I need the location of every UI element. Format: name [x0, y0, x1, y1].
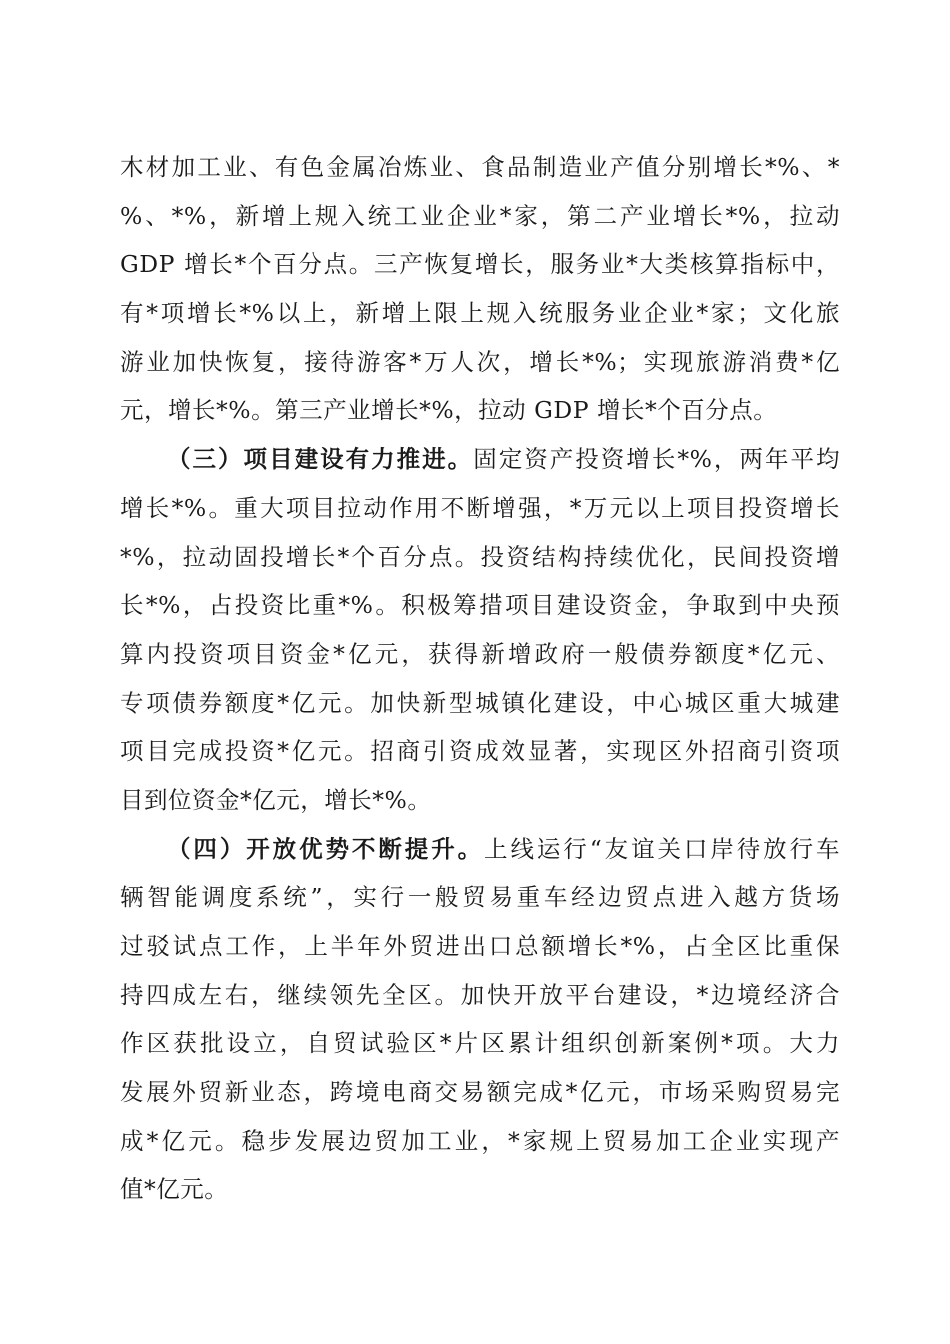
section-4-first-line	[120, 825, 840, 874]
text-line: 游业加快恢复，接待游客*万人次，增长*%；实现旅游消费*亿	[120, 347, 840, 376]
section-4-first-text: 上线运行“友谊关口岸待放行车	[484, 834, 840, 863]
text-line: GDP 增长*个百分点。三产恢复增长，服务业*大类核算指标中，	[120, 250, 840, 279]
text-line: 过驳试点工作，上半年外贸进出口总额增长*%，占全区比重保	[120, 932, 840, 960]
text-line: 增长*%。重大项目拉动作用不断增强，*万元以上项目投资增长	[120, 493, 840, 522]
text-line: 有*项增长*%以上，新增上限上规入统服务业企业*家；文化旅	[120, 299, 840, 328]
text-line: %、*%，新增上规入统工业企业*家，第二产业增长*%，拉动	[120, 201, 840, 230]
text-line: 元，增长*%。第三产业增长*%，拉动 GDP 增长*个百分点。	[120, 396, 778, 425]
text-line: 专项债券额度*亿元。加快新型城镇化建设，中心城区重大城建	[120, 688, 840, 717]
text-line: 发展外贸新业态，跨境电商交易额完成*亿元，市场采购贸易完	[120, 1078, 840, 1107]
text-line: 值*亿元。	[120, 1175, 229, 1204]
text-line: 目到位资金*亿元，增长*%。	[120, 785, 432, 814]
text-line: *%，拉动固投增长*个百分点。投资结构持续优化，民间投资增	[120, 542, 840, 571]
section-3-first-line	[120, 435, 840, 484]
text-line: 算内投资项目资金*亿元，获得新增政府一般债券额度*亿元、	[120, 639, 840, 668]
text-line: 木材加工业、有色金属冶炼业、食品制造业产值分别增长*%、*	[120, 153, 840, 181]
section-3-first-text: 固定资产投资增长*%，两年平均	[473, 445, 840, 474]
document-body	[120, 143, 840, 1214]
text-line: 成*亿元。稳步发展边贸加工业，*家规上贸易加工企业实现产	[120, 1126, 840, 1155]
section-3-heading: （三）项目建设有力推进。	[167, 445, 474, 474]
text-line: 辆智能调度系统”，实行一般贸易重车经边贸点进入越方货场	[120, 883, 840, 912]
text-line: 长*%，占投资比重*%。积极筹措项目建设资金，争取到中央预	[120, 591, 840, 620]
text-line: 持四成左右，继续领先全区。加快开放平台建设，*边境经济合	[120, 980, 840, 1009]
section-4-heading: （四）开放优势不断提升。	[167, 834, 485, 863]
text-line: 作区获批设立，自贸试验区*片区累计组织创新案例*项。大力	[120, 1029, 840, 1058]
text-line: 项目完成投资*亿元。招商引资成效显著，实现区外招商引资项	[120, 737, 840, 766]
